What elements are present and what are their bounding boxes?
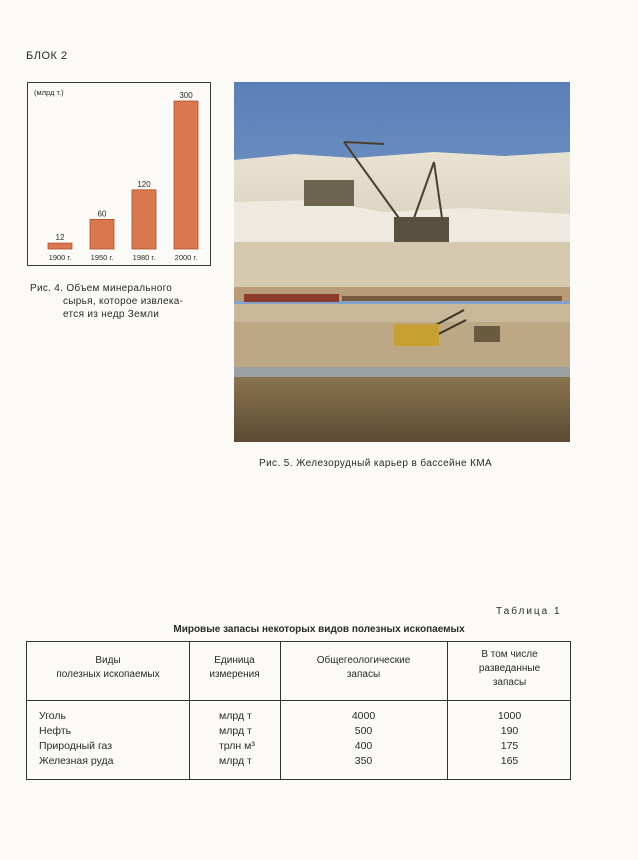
row-name: Природный газ [39, 740, 113, 752]
header-mineral-type [27, 654, 189, 682]
bar-value-label: 12 [55, 233, 65, 243]
category-label: 1900 г. [48, 253, 72, 262]
row-total: 4000 [351, 710, 376, 722]
header-line: В том числе [481, 649, 538, 660]
figure-4-caption [30, 282, 200, 321]
header-line: разведанные [478, 663, 541, 674]
header-explored-reserves [447, 648, 572, 690]
row-name: Нефть [39, 725, 72, 737]
bar-value-label: 60 [97, 209, 107, 219]
header-unit [189, 654, 280, 682]
caption-line-1: Рис. 4. Объем минерального [30, 283, 173, 294]
header-line: Единица [214, 655, 255, 666]
mineral-volume-chart [27, 82, 211, 266]
header-total-reserves [280, 654, 447, 682]
category-label: 1950 г. [90, 253, 114, 262]
caption-line-2: сырья, которое извлека- [63, 296, 184, 307]
bar [132, 190, 156, 249]
quarry-photo [234, 82, 570, 442]
table-title: Мировые запасы некоторых видов полезных ископаемых [173, 624, 465, 635]
row-explored: 175 [500, 740, 519, 752]
header-line: Виды [95, 655, 121, 666]
row-total: 500 [354, 725, 373, 737]
header-line: полезных ископаемых [56, 669, 160, 680]
row-unit: млрд т [219, 755, 252, 767]
row-unit: трлн м³ [219, 740, 255, 752]
header-line: измерения [209, 669, 260, 680]
caption-line-3: ется из недр Земли [63, 309, 160, 320]
row-total: 350 [354, 755, 373, 767]
header-line: Общегеологические [316, 655, 411, 666]
bar [90, 219, 114, 249]
category-label: 2000 г. [174, 253, 198, 262]
row-explored: 165 [500, 755, 519, 767]
bar [174, 101, 198, 249]
row-explored: 1000 [497, 710, 522, 722]
row-name: Уголь [39, 710, 67, 722]
row-unit: млрд т [219, 725, 252, 737]
bar-value-label: 120 [137, 179, 151, 189]
header-line: запасы [492, 677, 527, 688]
header-line: запасы [346, 669, 381, 680]
bar-value-label: 300 [179, 91, 193, 100]
row-unit: млрд т [219, 710, 252, 722]
reserves-table [26, 641, 571, 780]
y-axis-label: (млрд т.) [34, 88, 64, 97]
block-label: БЛОК 2 [26, 50, 68, 62]
row-name: Железная руда [39, 755, 114, 767]
category-label: 1980 г. [132, 253, 156, 262]
header-divider [27, 700, 570, 701]
table-number: Таблица 1 [496, 606, 562, 617]
row-explored: 190 [500, 725, 519, 737]
bar [48, 243, 72, 249]
row-total: 400 [354, 740, 373, 752]
figure-5-caption: Рис. 5. Железорудный карьер в бассейне КМА [259, 458, 493, 469]
chart-canvas [28, 83, 212, 267]
